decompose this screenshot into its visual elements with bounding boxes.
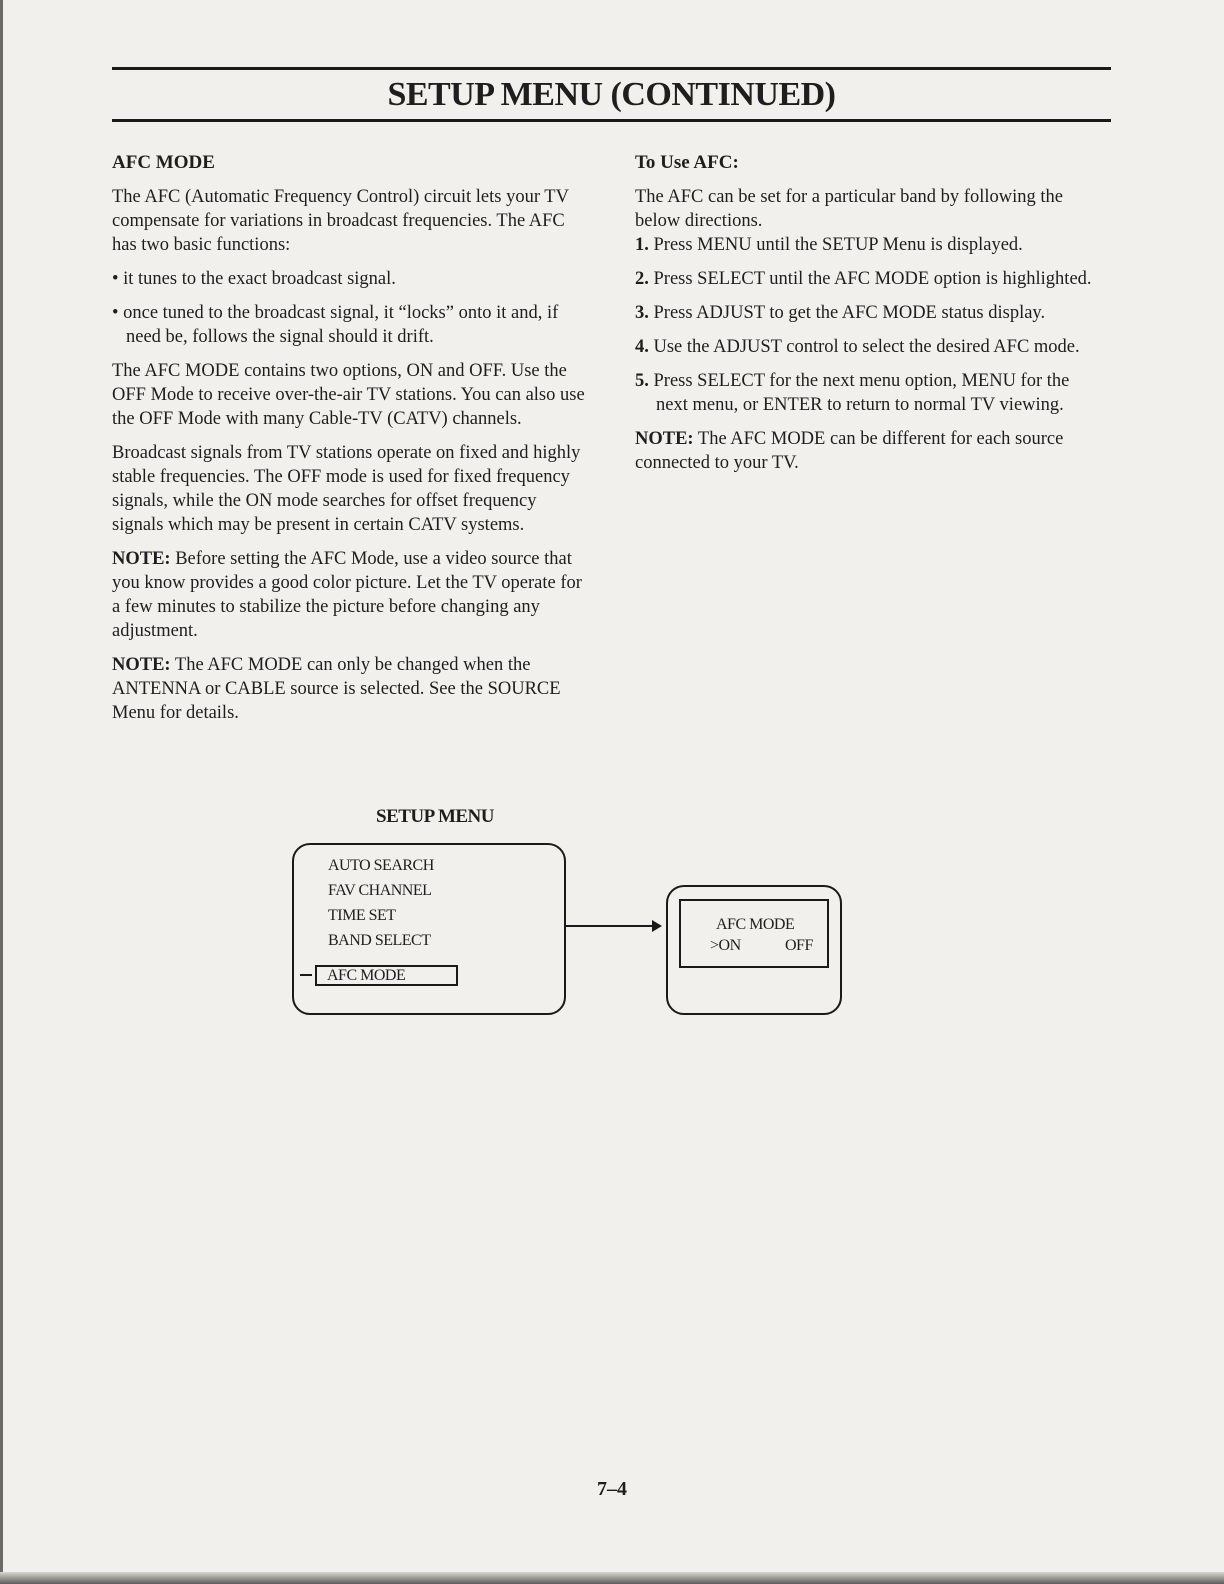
note-label: NOTE: <box>112 549 171 569</box>
page-title: SETUP MENU (CONTINUED) <box>387 76 836 113</box>
page-edge <box>0 0 3 1584</box>
bullet-item: • it tunes to the exact broadcast signal. <box>112 269 396 289</box>
afc-intro-paragraph: The AFC (Automatic Frequency Control) circuit lets your TV compensate for variations in broadcast frequencies. The AFC has two basic functions: <box>112 187 569 255</box>
step-item: 2. Press SELECT until the AFC MODE option is highlighted. <box>635 269 1092 289</box>
step-item: 1. Press MENU until the SETUP Menu is displayed. <box>635 235 1023 255</box>
menu-item-time-set: TIME SET <box>328 907 396 924</box>
note-text: Before setting the AFC Mode, use a video source that you know provides a good color picture. Let the TV operate for a few minutes to stabilize the picture before changing any adjustment. <box>112 549 582 641</box>
step-item: 4. Use the ADJUST control to select the desired AFC mode. <box>635 337 1080 357</box>
diagram-connector-line <box>566 925 654 927</box>
afc-options-paragraph: The AFC MODE contains two options, ON and OFF. Use the OFF Mode to receive over-the-air TV stations. You can also use the OFF Mode with many Cable-TV (CATV) channels. <box>112 361 585 429</box>
to-use-intro: The AFC can be set for a particular band by following the below directions. <box>635 187 1063 231</box>
arrow-right-icon <box>652 920 662 932</box>
left-column <box>112 151 590 735</box>
note-label: NOTE: <box>635 429 694 449</box>
bullet-icon: • <box>112 303 119 323</box>
step-item: 5. Press SELECT for the next menu option, MENU for the next menu, or ENTER to return to normal TV viewing. <box>635 371 1070 415</box>
selection-pointer-icon <box>300 974 312 976</box>
bullet-icon: • <box>112 269 119 289</box>
menu-item-fav-channel: FAV CHANNEL <box>328 882 432 899</box>
menu-item-auto-search: AUTO SEARCH <box>328 857 434 874</box>
right-column <box>635 151 1105 485</box>
page-number: 7–4 <box>597 1478 627 1500</box>
note-paragraph <box>635 427 1105 475</box>
broadcast-signals-paragraph: Broadcast signals from TV stations operate on fixed and highly stable frequencies. The OFF mode is used for fixed frequency signals, while the ON mode searches for offset frequency signals which may be present in certain CATV systems. <box>112 443 581 535</box>
afc-status-title: AFC MODE <box>716 916 795 933</box>
note-paragraph <box>112 653 590 725</box>
note-paragraph <box>112 547 590 643</box>
page-edge-bottom <box>0 1572 1224 1584</box>
note-text: The AFC MODE can only be changed when the ANTENNA or CABLE source is selected. See the SOURCE Menu for details. <box>112 655 561 723</box>
menu-item-afc-mode: AFC MODE <box>315 965 458 986</box>
afc-option-off: OFF <box>785 937 813 954</box>
to-use-afc-heading: To Use AFC: <box>635 152 739 173</box>
title-rule-bottom <box>112 119 1111 122</box>
afc-option-on: >ON <box>710 937 741 954</box>
title-rule-top <box>112 67 1111 70</box>
diagram-title: SETUP MENU <box>376 806 494 827</box>
afc-mode-heading: AFC MODE <box>112 152 215 173</box>
menu-item-band-select: BAND SELECT <box>328 932 431 949</box>
afc-status-panel <box>679 899 829 968</box>
note-label: NOTE: <box>112 655 171 675</box>
note-text: The AFC MODE can be different for each source connected to your TV. <box>635 429 1064 473</box>
setup-menu-screen <box>292 843 566 1015</box>
step-item: 3. Press ADJUST to get the AFC MODE status display. <box>635 303 1046 323</box>
bullet-item: • once tuned to the broadcast signal, it “locks” onto it and, if need be, follows the signal should it drift. <box>112 303 559 347</box>
afc-status-screen <box>666 885 842 1015</box>
